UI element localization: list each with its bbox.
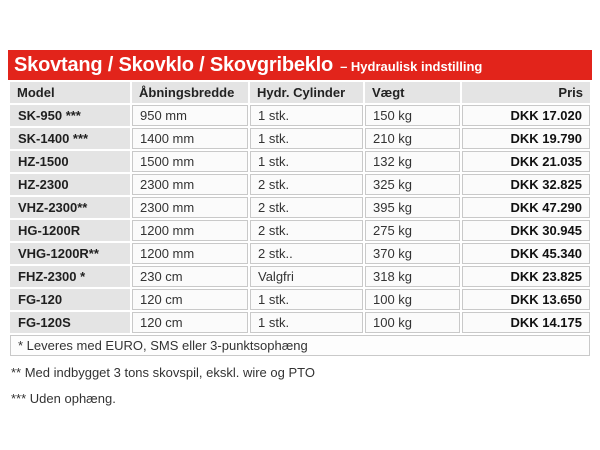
- model-cell: VHG-1200R**: [10, 243, 130, 264]
- cylinder-cell: 2 stk.: [250, 174, 363, 195]
- cylinder-cell: 2 stk..: [250, 243, 363, 264]
- column-header-model: Model: [10, 82, 130, 103]
- model-cell: HG-1200R: [10, 220, 130, 241]
- column-header-width: Åbningsbredde: [132, 82, 248, 103]
- table-row: [10, 128, 590, 149]
- price-cell: DKK 19.790: [462, 128, 590, 149]
- price-cell: DKK 30.945: [462, 220, 590, 241]
- cylinder-cell: 2 stk.: [250, 220, 363, 241]
- price-cell: DKK 32.825: [462, 174, 590, 195]
- cylinder-cell: 2 stk.: [250, 197, 363, 218]
- cylinder-cell: 1 stk.: [250, 289, 363, 310]
- width-cell: 120 cm: [132, 289, 248, 310]
- width-cell: 2300 mm: [132, 197, 248, 218]
- width-cell: 1200 mm: [132, 220, 248, 241]
- title-bar: [8, 50, 592, 80]
- table-row: [10, 151, 590, 172]
- cylinder-cell: 1 stk.: [250, 128, 363, 149]
- price-cell: DKK 45.340: [462, 243, 590, 264]
- cylinder-cell: 1 stk.: [250, 312, 363, 333]
- footnotes-block: [8, 365, 592, 406]
- price-cell: DKK 13.650: [462, 289, 590, 310]
- weight-cell: 150 kg: [365, 105, 460, 126]
- weight-cell: 132 kg: [365, 151, 460, 172]
- width-cell: 230 cm: [132, 266, 248, 287]
- table-row: [10, 197, 590, 218]
- header-row: [10, 82, 590, 103]
- width-cell: 950 mm: [132, 105, 248, 126]
- cylinder-cell: Valgfri: [250, 266, 363, 287]
- price-cell: DKK 47.290: [462, 197, 590, 218]
- model-cell: FHZ-2300 *: [10, 266, 130, 287]
- width-cell: 1200 mm: [132, 243, 248, 264]
- cylinder-cell: 1 stk.: [250, 105, 363, 126]
- weight-cell: 395 kg: [365, 197, 460, 218]
- width-cell: 120 cm: [132, 312, 248, 333]
- page-title: Skovtang / Skovklo / Skovgribeklo: [14, 53, 334, 76]
- width-cell: 2300 mm: [132, 174, 248, 195]
- table-row: [10, 243, 590, 264]
- model-cell: FG-120S: [10, 312, 130, 333]
- price-cell: DKK 23.825: [462, 266, 590, 287]
- weight-cell: 275 kg: [365, 220, 460, 241]
- weight-cell: 370 kg: [365, 243, 460, 264]
- weight-cell: 325 kg: [365, 174, 460, 195]
- page-subtitle: – Hydraulisk indstilling: [340, 59, 483, 74]
- footnote-triple-asterisk: *** Uden ophæng.: [11, 391, 116, 406]
- footnote-double-asterisk: ** Med indbygget 3 tons skovspil, ekskl. wire og PTO: [11, 365, 315, 380]
- price-cell: DKK 17.020: [462, 105, 590, 126]
- price-cell: DKK 14.175: [462, 312, 590, 333]
- width-cell: 1400 mm: [132, 128, 248, 149]
- column-header-weight: Vægt: [365, 82, 460, 103]
- price-table-section: [8, 50, 592, 417]
- table-row: [10, 312, 590, 333]
- table-row: [10, 220, 590, 241]
- table-row: [10, 289, 590, 310]
- price-cell: DKK 21.035: [462, 151, 590, 172]
- column-header-cylinder: Hydr. Cylinder: [250, 82, 363, 103]
- weight-cell: 100 kg: [365, 289, 460, 310]
- column-header-price: Pris: [462, 82, 590, 103]
- weight-cell: 318 kg: [365, 266, 460, 287]
- model-cell: FG-120: [10, 289, 130, 310]
- weight-cell: 100 kg: [365, 312, 460, 333]
- footnote-row: [10, 335, 590, 356]
- table-row: [10, 266, 590, 287]
- price-table: [8, 80, 592, 358]
- table-row: [10, 174, 590, 195]
- model-cell: VHZ-2300**: [10, 197, 130, 218]
- footnote-in-table: * Leveres med EURO, SMS eller 3-punktsophæng: [10, 335, 590, 356]
- model-cell: HZ-2300: [10, 174, 130, 195]
- model-cell: SK-950 ***: [10, 105, 130, 126]
- cylinder-cell: 1 stk.: [250, 151, 363, 172]
- model-cell: SK-1400 ***: [10, 128, 130, 149]
- weight-cell: 210 kg: [365, 128, 460, 149]
- table-row: [10, 105, 590, 126]
- model-cell: HZ-1500: [10, 151, 130, 172]
- width-cell: 1500 mm: [132, 151, 248, 172]
